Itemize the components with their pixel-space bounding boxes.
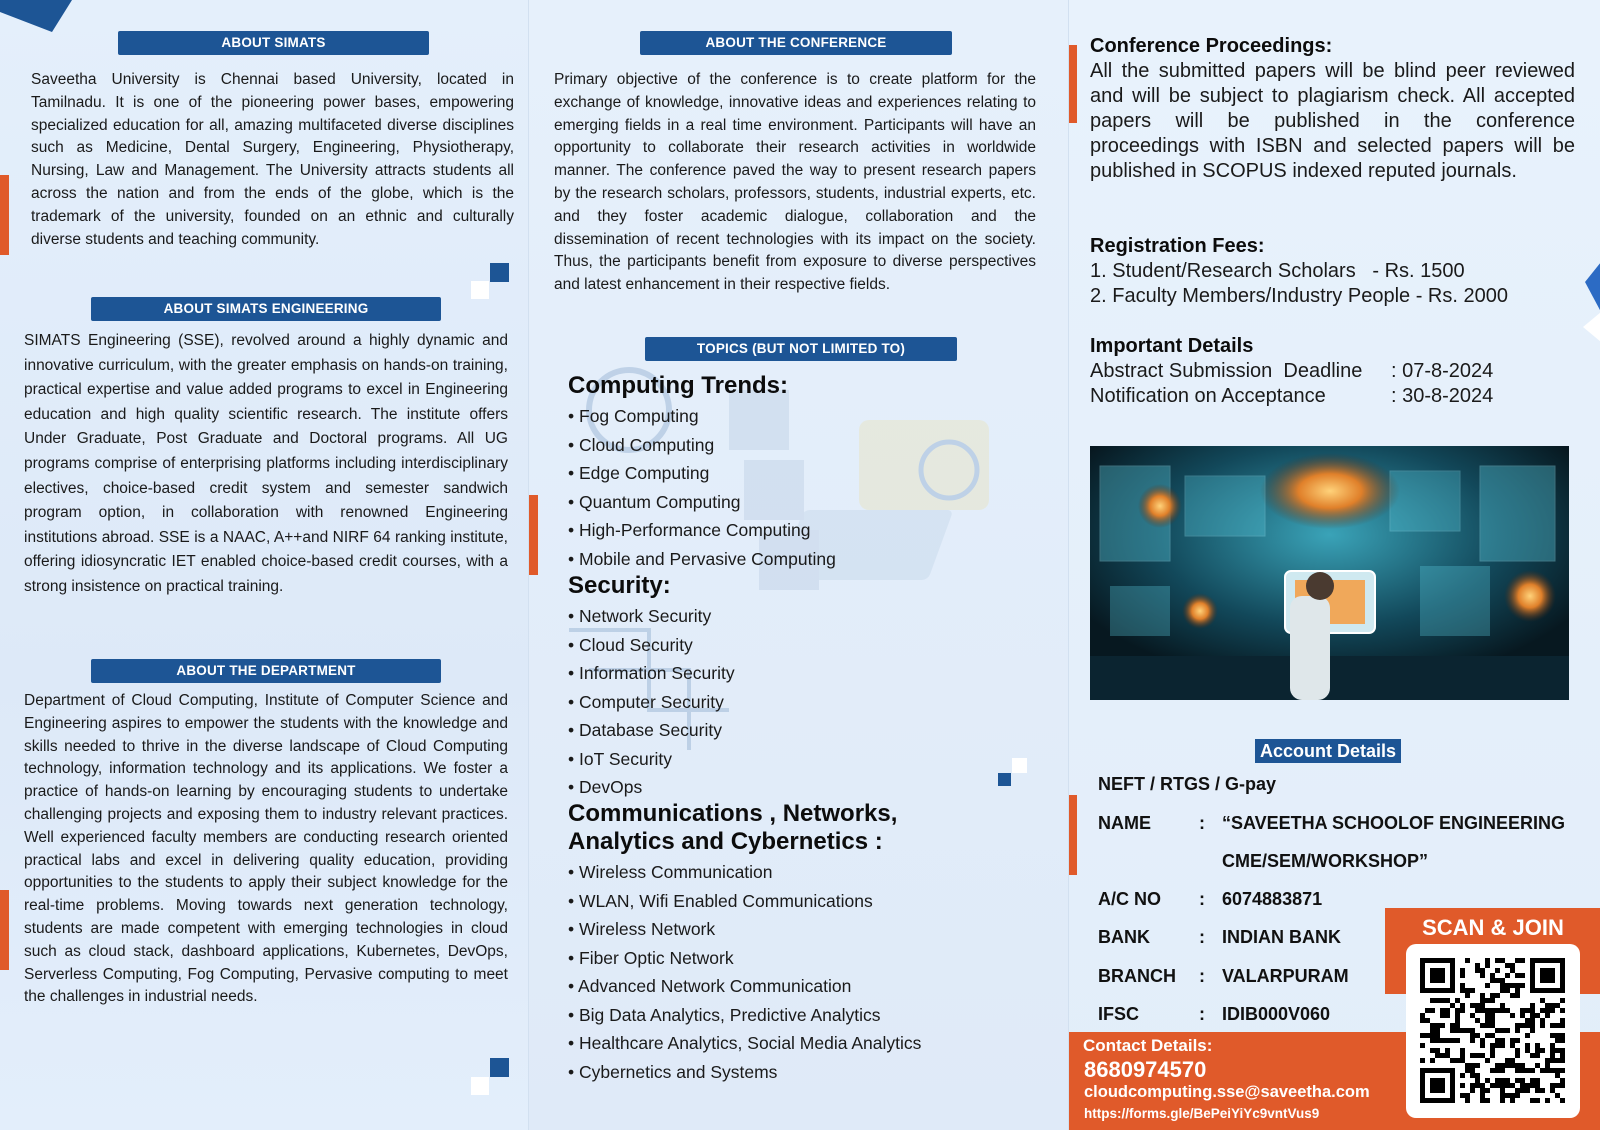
about-engineering-heading: ABOUT SIMATS ENGINEERING <box>91 297 441 321</box>
list-item: • Wireless Communication <box>568 858 921 887</box>
payment-mode: NEFT / RTGS / G-pay <box>1098 774 1277 794</box>
scan-join-title: SCAN & JOIN <box>1422 915 1564 940</box>
account-details-title: Account Details <box>1255 739 1401 763</box>
acno-label: A/C NO <box>1098 889 1161 909</box>
bank-label: BANK <box>1098 927 1150 947</box>
branch-value: VALARPURAM <box>1222 966 1349 986</box>
acno-value: 6074883871 <box>1222 889 1323 909</box>
fee-row: 2. Faculty Members/Industry People - Rs. 2000 <box>1090 285 1508 307</box>
deadline-label: Abstract Submission Deadline <box>1090 360 1363 382</box>
list-item: • Computer Security <box>568 688 735 717</box>
about-engineering-text: SIMATS Engineering (SSE), revolved around a highly dynamic and innovative curriculum, with the greater emphasis on hands-on training, practical expertise and value added programs to excel in Engineering education and high quality scientific research. The institute offers Under Graduate, Post Graduate and Doctoral programs. All UG programs comprise of enterprising platforms including interdisciplinary electives, choice-based credit system and semester sandwich program option, in collaboration with renowned Engineering institutions abroad. SSE is a NAAC, A++and NIRF 64 ranking institute, offering idiosyncratic IET enabled choice-based credit courses, with a strong insistence on practical training. <box>24 332 508 595</box>
list-item: • Information Security <box>568 659 735 688</box>
ifsc-label: IFSC <box>1098 1004 1140 1024</box>
separator: : <box>1199 927 1205 947</box>
name-value: “SAVEETHA SCHOOLOF ENGINEERING <box>1222 813 1566 833</box>
list-item: • Cloud Security <box>568 631 735 660</box>
edge-tab <box>0 175 9 255</box>
qr-code-frame <box>1406 944 1580 1118</box>
fee-row: 1. Student/Research Scholars - Rs. 1500 <box>1090 260 1465 282</box>
fees-section <box>1090 234 1575 309</box>
notification-value: : 30-8-2024 <box>1391 385 1494 407</box>
topic-list <box>568 858 921 1086</box>
futuristic-lab-image <box>1090 446 1569 700</box>
about-simats-heading: ABOUT SIMATS <box>118 31 429 55</box>
contact-phone: 8680974570 <box>1084 1057 1207 1082</box>
list-item: • DevOps <box>568 773 735 802</box>
corner-decoration <box>0 0 72 32</box>
important-title: Important Details <box>1090 335 1254 357</box>
list-item: • Wireless Network <box>568 915 921 944</box>
list-item: • Fiber Optic Network <box>568 944 921 973</box>
ifsc-value: IDIB000V060 <box>1222 1004 1331 1024</box>
list-item: • Edge Computing <box>568 459 836 488</box>
list-item: • IoT Security <box>568 745 735 774</box>
deco-square <box>998 773 1011 786</box>
list-item: • Database Security <box>568 716 735 745</box>
list-item: • Healthcare Analytics, Social Media Analytics <box>568 1029 921 1058</box>
about-conference-text: Primary objective of the conference is to create platform for the exchange of knowledge, innovative ideas and experiences relating to emerging fields in a real time environment. Participants will have an opportunity to collaborate their research activities in worldwide manner. The conference paved the way to present research papers by the research scholars, professors, students, industrial experts, etc. and they foster academic dialogue, collaboration and the dissemination of recent technologies with its impact on the society. Thus, the participants benefit from exposure to diverse perspectives and latest enhancement in their respective fields. <box>554 71 1036 294</box>
separator: : <box>1199 966 1205 986</box>
deco-square <box>471 1077 489 1095</box>
list-item: • Big Data Analytics, Predictive Analytics <box>568 1001 921 1030</box>
list-item: • Fog Computing <box>568 402 836 431</box>
contact-title: Contact Details: <box>1083 1036 1213 1055</box>
lab-illustration <box>1090 446 1569 700</box>
separator: : <box>1199 889 1205 909</box>
deco-square <box>490 1058 509 1077</box>
topic-list <box>568 602 735 802</box>
name-label: NAME <box>1098 813 1151 833</box>
list-item: • Cybernetics and Systems <box>568 1058 921 1087</box>
deco-square <box>471 281 489 299</box>
topic-group-heading: Security: <box>568 572 671 599</box>
contact-email: cloudcomputing.sse@saveetha.com <box>1084 1083 1370 1101</box>
proceedings-title: Conference Proceedings: <box>1090 35 1333 57</box>
about-conference-heading: ABOUT THE CONFERENCE <box>640 31 952 55</box>
notification-label: Notification on Acceptance <box>1090 385 1326 407</box>
list-item: • Network Security <box>568 602 735 631</box>
separator: : <box>1199 1004 1205 1024</box>
list-item: • Advanced Network Communication <box>568 972 921 1001</box>
about-simats-text: Saveetha University is Chennai based University, located in Tamilnadu. It is one of the pioneering power bases, empowering specialized education for all, amazing multifaceted diverse disciplines such as Medicine, Dental Surgery, Engineering, Physiotherapy, Nursing, Law and Management. The University attracts students all across the nation and from the ends of the globe, which is the trademark of the university, founded on an ethnic and culturally diverse students and teaching community. <box>31 71 514 248</box>
edge-tab <box>0 890 9 970</box>
edge-chevron-decoration <box>1577 262 1600 342</box>
topic-list <box>568 402 836 573</box>
middle-panel <box>528 0 1068 1130</box>
edge-tab <box>528 495 538 575</box>
list-item: • Quantum Computing <box>568 488 836 517</box>
proceedings-section <box>1090 34 1575 184</box>
left-panel <box>0 0 528 1130</box>
name-value-cont: CME/SEM/WORKSHOP” <box>1222 851 1429 871</box>
about-department-heading: ABOUT THE DEPARTMENT <box>91 659 441 683</box>
registration-link[interactable]: https://forms.gle/BePeiYiYc9vntVus9 <box>1084 1106 1320 1121</box>
fees-title: Registration Fees: <box>1090 235 1265 257</box>
list-item: • Cloud Computing <box>568 431 836 460</box>
about-department-text: Department of Cloud Computing, Institute of Computer Science and Engineering aspires to empower the students with the knowledge and skills needed to thrive in the diverse landscape of Cloud Computing technology, information technology and its applications. We foster a practice of hands-on learning by encouraging students to undertake challenging projects and exposing them to industry relevant practices. Well experienced faculty members are conducting research oriented practical labs and excel in delivering quality education, providing opportunities to the students to apply their subject knowledge for the real-time problems. Moving towards next generation technology, students are made competent with emerging technologies in cloud such as cloud stack, dashboard applications, Kubernetes, DevOps, Serverless Computing, Fog Computing, Pervasive computing to meet the challenges in industrial needs. <box>24 692 508 1006</box>
edge-tab <box>1068 45 1077 123</box>
separator: : <box>1199 813 1205 833</box>
important-section <box>1090 334 1575 409</box>
topic-group-heading: Computing Trends: <box>568 372 788 399</box>
branch-label: BRANCH <box>1098 966 1176 986</box>
topic-group-heading: Communications , Networks, <box>568 800 898 827</box>
right-panel <box>1068 0 1600 1130</box>
deco-square <box>1012 758 1027 773</box>
deco-square <box>490 263 509 282</box>
list-item: • Mobile and Pervasive Computing <box>568 545 836 574</box>
list-item: • WLAN, Wifi Enabled Communications <box>568 887 921 916</box>
proceedings-text: All the submitted papers will be blind peer reviewed and will be subject to plagiarism check. All accepted papers will be published in the conference proceedings with ISBN and selected papers will be published in SCOPUS indexed reputed journals. <box>1090 60 1575 182</box>
bank-value: INDIAN BANK <box>1222 927 1341 947</box>
list-item: • High-Performance Computing <box>568 516 836 545</box>
edge-tab <box>1068 795 1077 875</box>
topics-heading: TOPICS (BUT NOT LIMITED TO) <box>645 337 957 361</box>
deadline-value: : 07-8-2024 <box>1391 360 1494 382</box>
qr-code-icon[interactable] <box>1406 944 1580 1118</box>
topic-group-heading: Analytics and Cybernetics : <box>568 828 883 855</box>
